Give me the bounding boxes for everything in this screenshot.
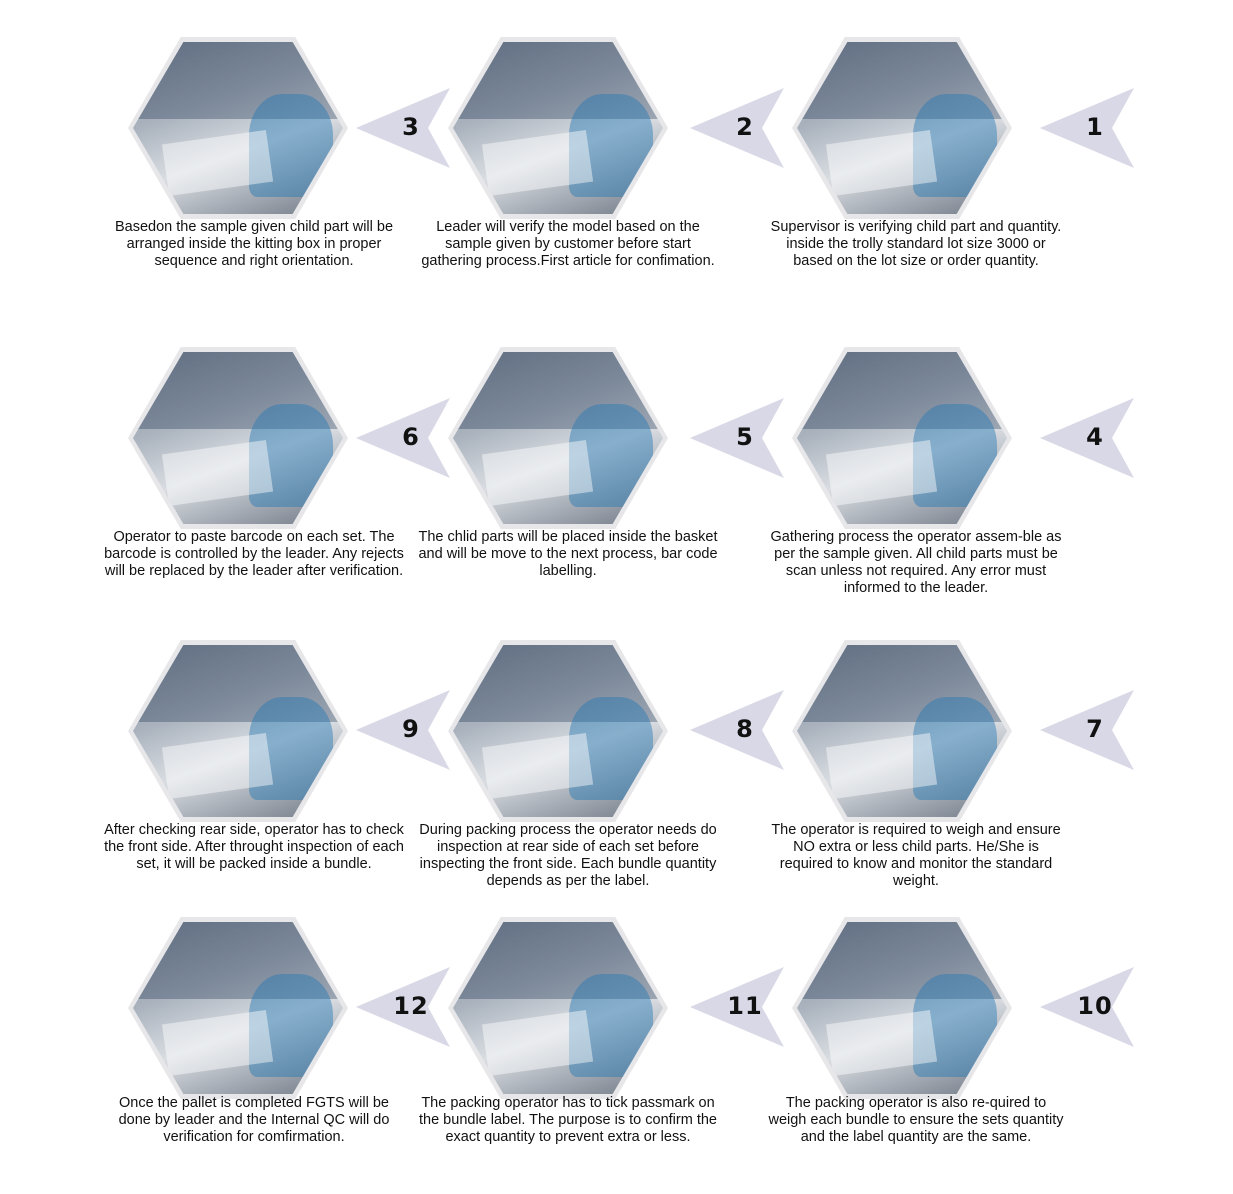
step-caption: Leader will verify the model based on the sample given by customer before start gathering process.First article for confimation. xyxy=(421,219,715,269)
step-number: 6 xyxy=(402,423,420,451)
step-caption: Gathering process the operator assem-ble as per the sample given. All child parts must be scan unless not required. Any error must informed to the leader. xyxy=(770,529,1062,596)
step-caption: The packing operator is also re-quired to weigh each bundle to ensure the sets quantity and the label quantity are the same. xyxy=(768,1095,1064,1145)
step-caption: Operator to paste barcode on each set. The barcode is controlled by the leader. Any rejects will be replaced by the leader after verification. xyxy=(104,529,404,579)
step-caption: Supervisor is verifying child part and quantity. inside the trolly standard lot size 3000 or based on the lot size or order quantity. xyxy=(770,219,1062,269)
step-caption: Once the pallet is completed FGTS will be done by leader and the Internal QC will do verification for comfirmation. xyxy=(118,1095,390,1145)
step-number: 10 xyxy=(1077,992,1113,1020)
step-number: 2 xyxy=(736,113,754,141)
step-number: 7 xyxy=(1086,715,1104,743)
step-number: 12 xyxy=(393,992,429,1020)
step-caption: Basedon the sample given child part will be arranged inside the kitting box in proper sequence and right orientation. xyxy=(114,219,394,269)
step-caption: During packing process the operator needs do inspection at rear side of each set before inspecting the front side. Each bundle quantity depends as per the label. xyxy=(419,822,717,889)
step-number: 8 xyxy=(736,715,754,743)
step-caption: After checking rear side, operator has to check the front side. After throught inspection of each set, it will be packed inside a bundle. xyxy=(104,822,404,872)
step-number: 1 xyxy=(1086,113,1104,141)
step-number: 4 xyxy=(1086,423,1104,451)
step-caption: The chlid parts will be placed inside the basket and will be move to the next process, bar code labelling. xyxy=(418,529,718,579)
step-number: 11 xyxy=(727,992,763,1020)
step-number: 3 xyxy=(402,113,420,141)
step-caption: The operator is required to weigh and ensure NO extra or less child parts. He/She is required to know and monitor the standard weight. xyxy=(771,822,1061,889)
step-caption: The packing operator has to tick passmark on the bundle label. The purpose is to confirm the exact quantity to prevent extra or less. xyxy=(419,1095,717,1145)
step-number: 9 xyxy=(402,715,420,743)
step-number: 5 xyxy=(736,423,754,451)
